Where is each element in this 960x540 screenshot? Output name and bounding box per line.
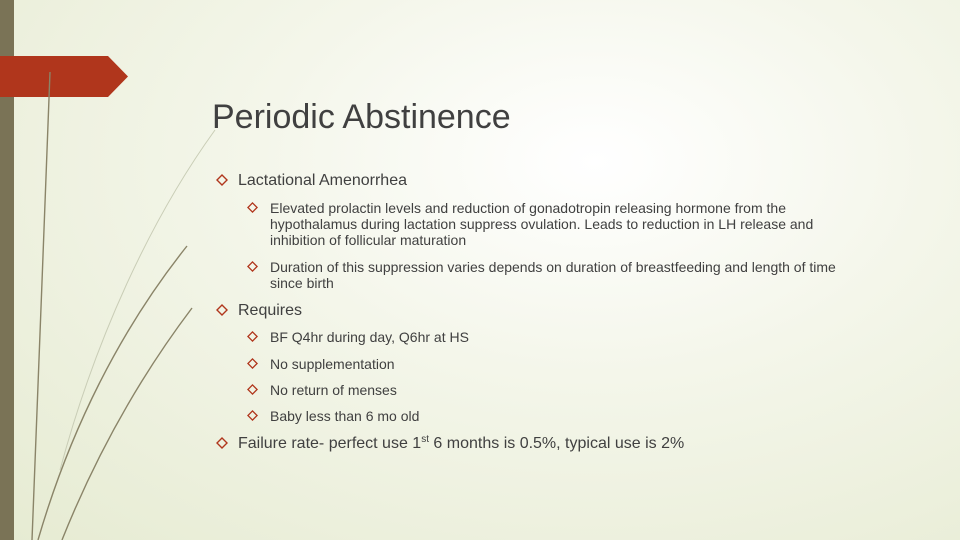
diamond-bullet-icon (247, 202, 258, 213)
diamond-bullet-icon (247, 331, 258, 342)
diamond-bullet-icon (216, 174, 228, 186)
diamond-bullet-icon (247, 358, 258, 369)
sub-bullet-text: BF Q4hr during day, Q6hr at HS (270, 329, 469, 345)
text-line: hypothalamus during lactation suppress ovulation. Leads to reduction in LH release and (270, 216, 814, 232)
diamond-bullet-icon (247, 384, 258, 395)
text-line: inhibition of follicular maturation (270, 232, 467, 248)
diamond-bullet-icon (216, 304, 228, 316)
superscript: st (421, 434, 429, 445)
diamond-bullet-icon (216, 437, 228, 449)
diamond-bullet-icon (247, 261, 258, 272)
text-line: since birth (270, 275, 334, 291)
bullet-text: Requires (238, 302, 303, 319)
bullet-text (238, 434, 684, 453)
slide-title: Periodic Abstinence (212, 98, 511, 136)
sub-bullet-text: No supplementation (270, 356, 395, 372)
sub-bullet-text: Baby less than 6 mo old (270, 408, 420, 424)
accent-tab (0, 56, 128, 97)
sub-bullet-text: No return of menses (270, 382, 397, 398)
text-part: Failure rate- perfect use 1 (238, 435, 422, 452)
text-part: 6 months is 0.5%, typical use is 2% (428, 435, 685, 452)
text-line: Elevated prolactin levels and reduction of gonadotropin releasing hormone from the (270, 200, 786, 216)
sub-bullet-text (270, 259, 836, 291)
diamond-bullet-icon (247, 410, 258, 421)
text-line: Duration of this suppression varies depends on duration of breastfeeding and length of time (270, 259, 836, 275)
sub-bullet-text (270, 200, 813, 248)
bullet-text: Lactational Amenorrhea (238, 172, 407, 189)
